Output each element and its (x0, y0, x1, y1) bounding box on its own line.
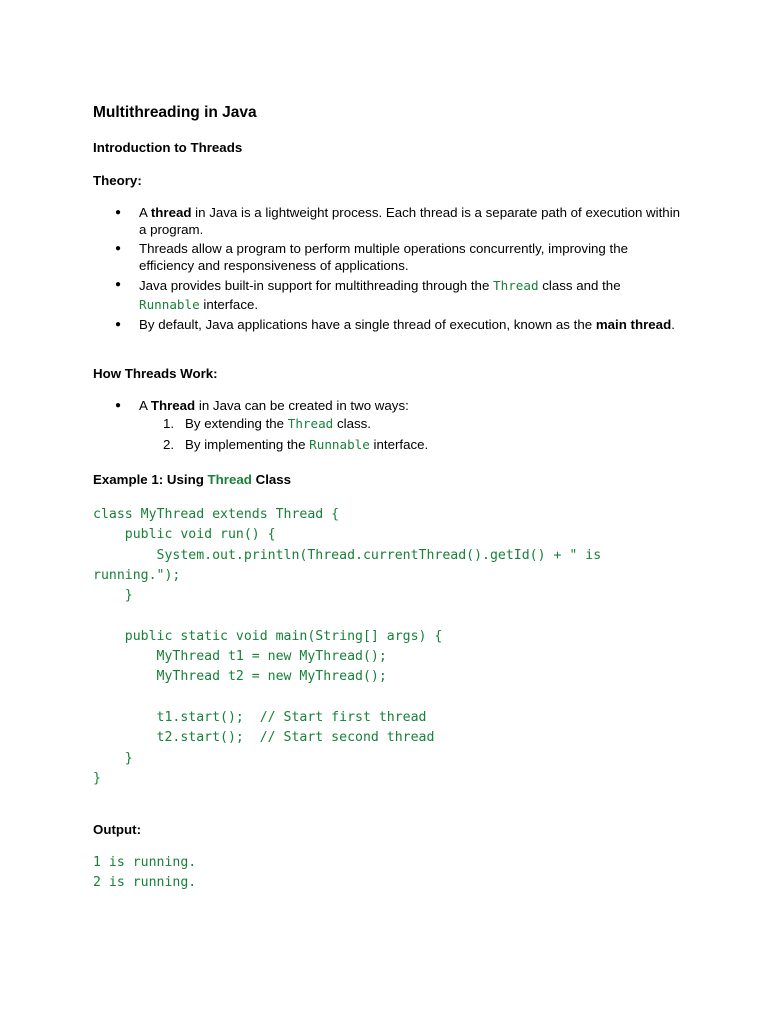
list-item-text: class and the (538, 278, 621, 293)
item-text: class. (333, 416, 371, 431)
section-heading: Introduction to Threads (93, 140, 243, 155)
list-item (93, 397, 683, 453)
list-item-text: A (139, 398, 151, 413)
item-text: By implementing the (185, 437, 310, 452)
item-text: interface. (369, 437, 429, 452)
numbered-item (139, 415, 683, 432)
heading-text: Example 1: Using (93, 472, 208, 487)
inline-code: Thread (287, 416, 334, 431)
numbered-list (139, 415, 683, 453)
list-item-text: A (139, 205, 151, 220)
numbered-item (139, 436, 683, 453)
list-item-text: Threads allow a program to perform multiple operations concurrently, improving the efficiency and responsiveness of applications. (139, 241, 629, 273)
item-number: 1. (163, 416, 175, 431)
heading-text: Class (251, 472, 292, 487)
how-threads-list (93, 397, 683, 457)
list-item (93, 240, 683, 274)
list-item-text: interface. (199, 297, 259, 312)
list-item-text: in Java is a lightweight process. Each thread is a separate path of execution within a program. (139, 205, 681, 237)
inline-code: Runnable (309, 437, 370, 452)
theory-list (93, 204, 683, 335)
theory-label: Theory: (93, 173, 142, 188)
code-block: class MyThread extends Thread { public void run() { System.out.println(Thread.currentThread().getId() + " is running."); } public static void main(String[] args) { MyThread t1 = new MyThread(); MyThread t2 = new MyThread(); t1.start(); // Start first thread t2.start(); // Start second thread } } (93, 507, 602, 786)
item-number: 2. (163, 437, 175, 452)
list-item (93, 204, 683, 238)
inline-code: Runnable (139, 297, 200, 312)
list-item-text: in Java can be created in two ways: (195, 398, 409, 413)
list-item-text: . (671, 317, 675, 332)
inline-code: Thread (207, 472, 252, 487)
document-title: Multithreading in Java (93, 104, 257, 121)
list-item (93, 316, 683, 333)
list-item-bold: thread (150, 205, 192, 220)
output-block: 1 is running. 2 is running. (93, 855, 197, 891)
list-item (93, 276, 683, 314)
output-label: Output: (93, 822, 141, 837)
list-item-text: By default, Java applications have a single thread of execution, known as the (139, 317, 596, 332)
list-item-bold: main thread (595, 317, 672, 332)
list-item-bold: Thread (150, 398, 196, 413)
example-heading (93, 472, 291, 487)
how-threads-label: How Threads Work: (93, 366, 218, 381)
inline-code: Thread (493, 278, 539, 293)
item-text: By extending the (185, 416, 288, 431)
list-item-text: Java provides built-in support for multithreading through the (139, 278, 494, 293)
